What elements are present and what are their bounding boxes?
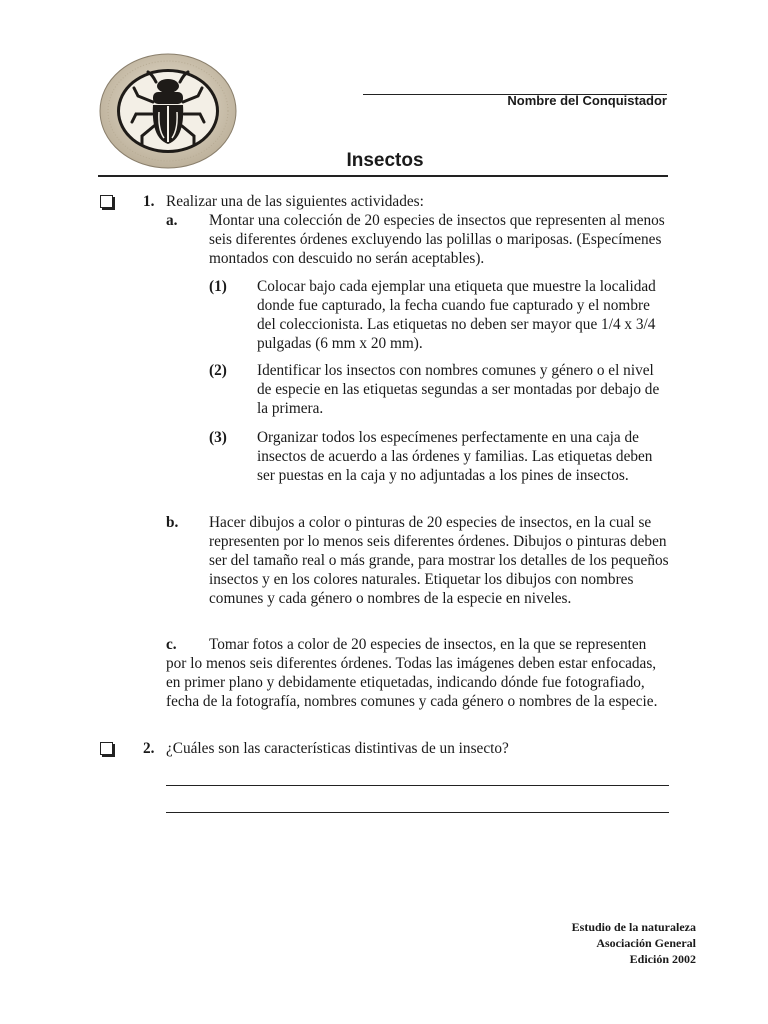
answer-line-1[interactable]	[166, 785, 669, 786]
name-label: Nombre del Conquistador	[507, 93, 667, 108]
option-c-text: Tomar fotos a color de 20 especies de insectos, en la que se representen por lo menos seis diferentes órdenes. Todas las imágenes deben estar enfocadas, en primer plano y debidamente etiquetadas, indicando dónde fue fotografiado, fecha de la fotografía, nombres comunes y cada género o nombres de la especie.	[166, 636, 658, 710]
subitem-1-text: Colocar bajo cada ejemplar una etiqueta que muestre la localidad donde fue capturado, la fecha cuando fue capturado y el nombre del coleccionista. Las etiquetas no deben ser mayor que 1/4 x 3/4 pulgadas (6 mm x 20 mm).	[257, 278, 656, 352]
answer-line-2[interactable]	[166, 812, 669, 813]
footer-line-1: Estudio de la naturaleza	[571, 920, 696, 934]
option-b-letter: b.	[166, 514, 179, 531]
item-2-text: ¿Cuáles son las características distintivas de un insecto?	[166, 740, 509, 757]
option-b-text: Hacer dibujos a color o pinturas de 20 especies de insectos, en la cual se representen por lo menos seis diferentes órdenes. Dibujos o pinturas deben ser del tamaño real o más grande, para mostrar los detalles de los pequeños insectos y en los colores naturales. Etiquetar los dibujos con nombres comunes y cada género o nombres de la especie en niveles.	[209, 514, 669, 607]
item-2-number: 2.	[143, 740, 155, 757]
page-title: Insectos	[346, 150, 424, 171]
title-divider	[98, 175, 668, 177]
beetle-icon	[98, 52, 238, 170]
option-a-text: Montar una colección de 20 especies de insectos que representen al menos seis diferentes órdenes excluyendo las polillas o mariposas. (Especímenes montados con descuido no serán aceptables).	[209, 212, 665, 267]
footer	[572, 919, 696, 967]
subitem-2-text: Identificar los insectos con nombres comunes y género o el nivel de especie en las etiquetas segundas a ser montadas por debajo de la primera.	[257, 362, 660, 417]
subitem-3-text: Organizar todos los especímenes perfectamente en una caja de insectos de acuerdo a las órdenes y familias. Las etiquetas deben ser puestas en la caja y no adjuntadas a los pines de insectos.	[257, 429, 653, 484]
checkbox-item-2[interactable]	[100, 742, 113, 755]
footer-line-3: Edición 2002	[629, 952, 696, 966]
footer-line-2: Asociación General	[596, 936, 696, 950]
checkbox-item-1[interactable]	[100, 195, 113, 208]
item-1-text: Realizar una de las siguientes actividades:	[166, 193, 424, 210]
option-a-letter: a.	[166, 212, 178, 229]
subitem-2-label: (2)	[209, 362, 227, 379]
honor-emblem	[98, 52, 238, 170]
subitem-3-label: (3)	[209, 429, 227, 446]
subitem-1-label: (1)	[209, 278, 227, 295]
option-c-letter: c.	[166, 636, 177, 653]
option-c	[166, 635, 669, 711]
item-1-number: 1.	[143, 193, 155, 210]
